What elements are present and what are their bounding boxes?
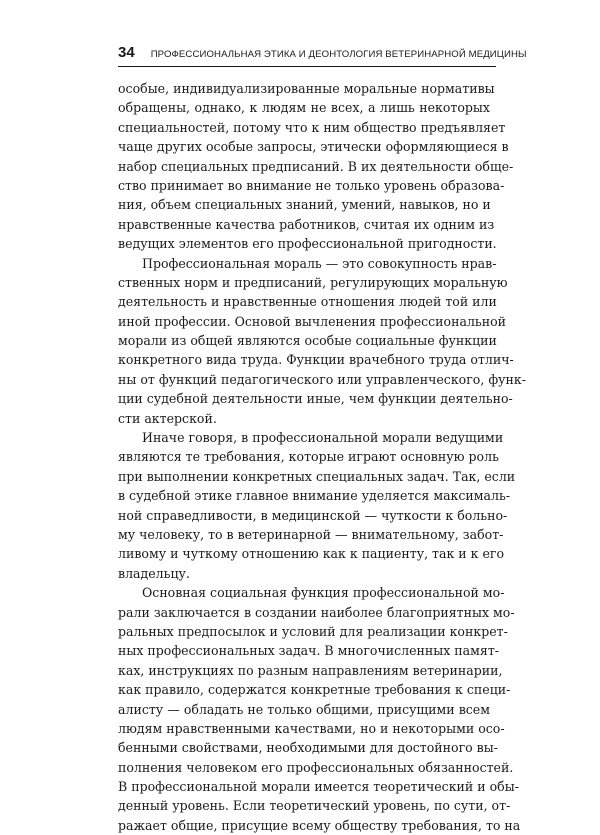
text-line: как правило, содержатся конкретные требования к специ-: [118, 682, 511, 698]
text-line: бенными свойствами, необходимыми для достойного вы-: [118, 740, 498, 756]
text-line: людям нравственными качествами, но и некоторыми осо-: [118, 720, 505, 736]
text-line: являются те требования, которые играют основную роль: [118, 449, 499, 465]
text-line: ражает общие, присущие всему обществу требования, то на: [118, 817, 521, 833]
running-title: ПРОФЕССИОНАЛЬНАЯ ЭТИКА И ДЕОНТОЛОГИЯ ВЕТЕРИНАРНОЙ МЕДИЦИНЫ: [150, 49, 527, 60]
text-line: му человеку, то в ветеринарной — внимательному, забот-: [118, 526, 504, 542]
text-line: ках, инструкциях по разным направлениям ветеринарии,: [118, 662, 503, 678]
paragraph: [118, 583, 521, 835]
text-line: чаще других особые запросы, этически оформляющиеся в: [118, 139, 509, 155]
paragraph: [118, 428, 516, 583]
text-line: полнения человеком его профессиональных обязанностей.: [118, 759, 514, 775]
text-line: ливому и чуткому отношению как к пациенту, так и к его: [118, 546, 505, 562]
paragraph: [118, 254, 526, 429]
text-line: ной справедливости, в медицинской — чуткости к больно-: [118, 507, 508, 523]
text-line: сти актерской.: [118, 410, 217, 426]
text-line: нравственные качества работников, считая их одним из: [118, 216, 495, 232]
text-line: ведущих элементов его профессиональной пригодности.: [118, 236, 497, 252]
text-line: иной профессии. Основой вычленения профессиональной: [118, 313, 507, 329]
text-line: ны от функций педагогического или управленческого, функ-: [118, 371, 526, 387]
text-line: алисту — обладать не только общими, присущими всем: [118, 701, 490, 717]
page-header: [118, 44, 527, 67]
text-line: ных профессиональных задач. В многочисленных памят-: [118, 643, 500, 659]
text-line: ство принимает во внимание не только уровень образова-: [118, 177, 505, 193]
text-line: морали из общей являются особые социальные функции: [118, 333, 497, 349]
text-line: Профессиональная мораль — это совокупность нрав-: [142, 255, 497, 271]
text-line: денный уровень. Если теоретический уровень, по сути, от-: [118, 798, 511, 814]
text-line: в судебной этике главное внимание уделяется максималь-: [118, 488, 511, 504]
text-line: специальностей, потому что к ним общество предъявляет: [118, 119, 506, 135]
text-line: ния, объем специальных знаний, умений, навыков, но и: [118, 197, 491, 213]
text-line: конкретного вида труда. Функции врачебного труда отлич-: [118, 352, 514, 368]
text-line: рали заключается в создании наиболее благоприятных мо-: [118, 604, 515, 620]
text-line: ральных предпосылок и условий для реализации конкрет-: [118, 623, 508, 639]
text-line: деятельность и нравственные отношения людей той или: [118, 294, 497, 310]
text-line: Иначе говоря, в профессиональной морали ведущими: [142, 430, 504, 446]
text-line: Основная социальная функция профессиональной мо-: [142, 585, 505, 601]
page-number: 34: [118, 44, 135, 61]
text-line: ции судебной деятельности иные, чем функции деятельно-: [118, 391, 513, 407]
text-line: при выполнении конкретных специальных задач. Так, если: [118, 468, 516, 484]
text-line: особые, индивидуализированные моральные нормативы: [118, 81, 495, 96]
text-line: владельцу.: [118, 565, 190, 581]
text-line: В профессиональной морали имеется теоретический и обы-: [118, 779, 519, 795]
paragraph: [118, 79, 514, 254]
text-line: обращены, однако, к людям не всех, а лишь некоторых: [118, 100, 490, 116]
text-line: набор специальных предписаний. В их деятельности обще-: [118, 158, 514, 174]
body-text: [118, 79, 526, 835]
text-line: ственных норм и предписаний, регулирующих моральную: [118, 274, 508, 290]
